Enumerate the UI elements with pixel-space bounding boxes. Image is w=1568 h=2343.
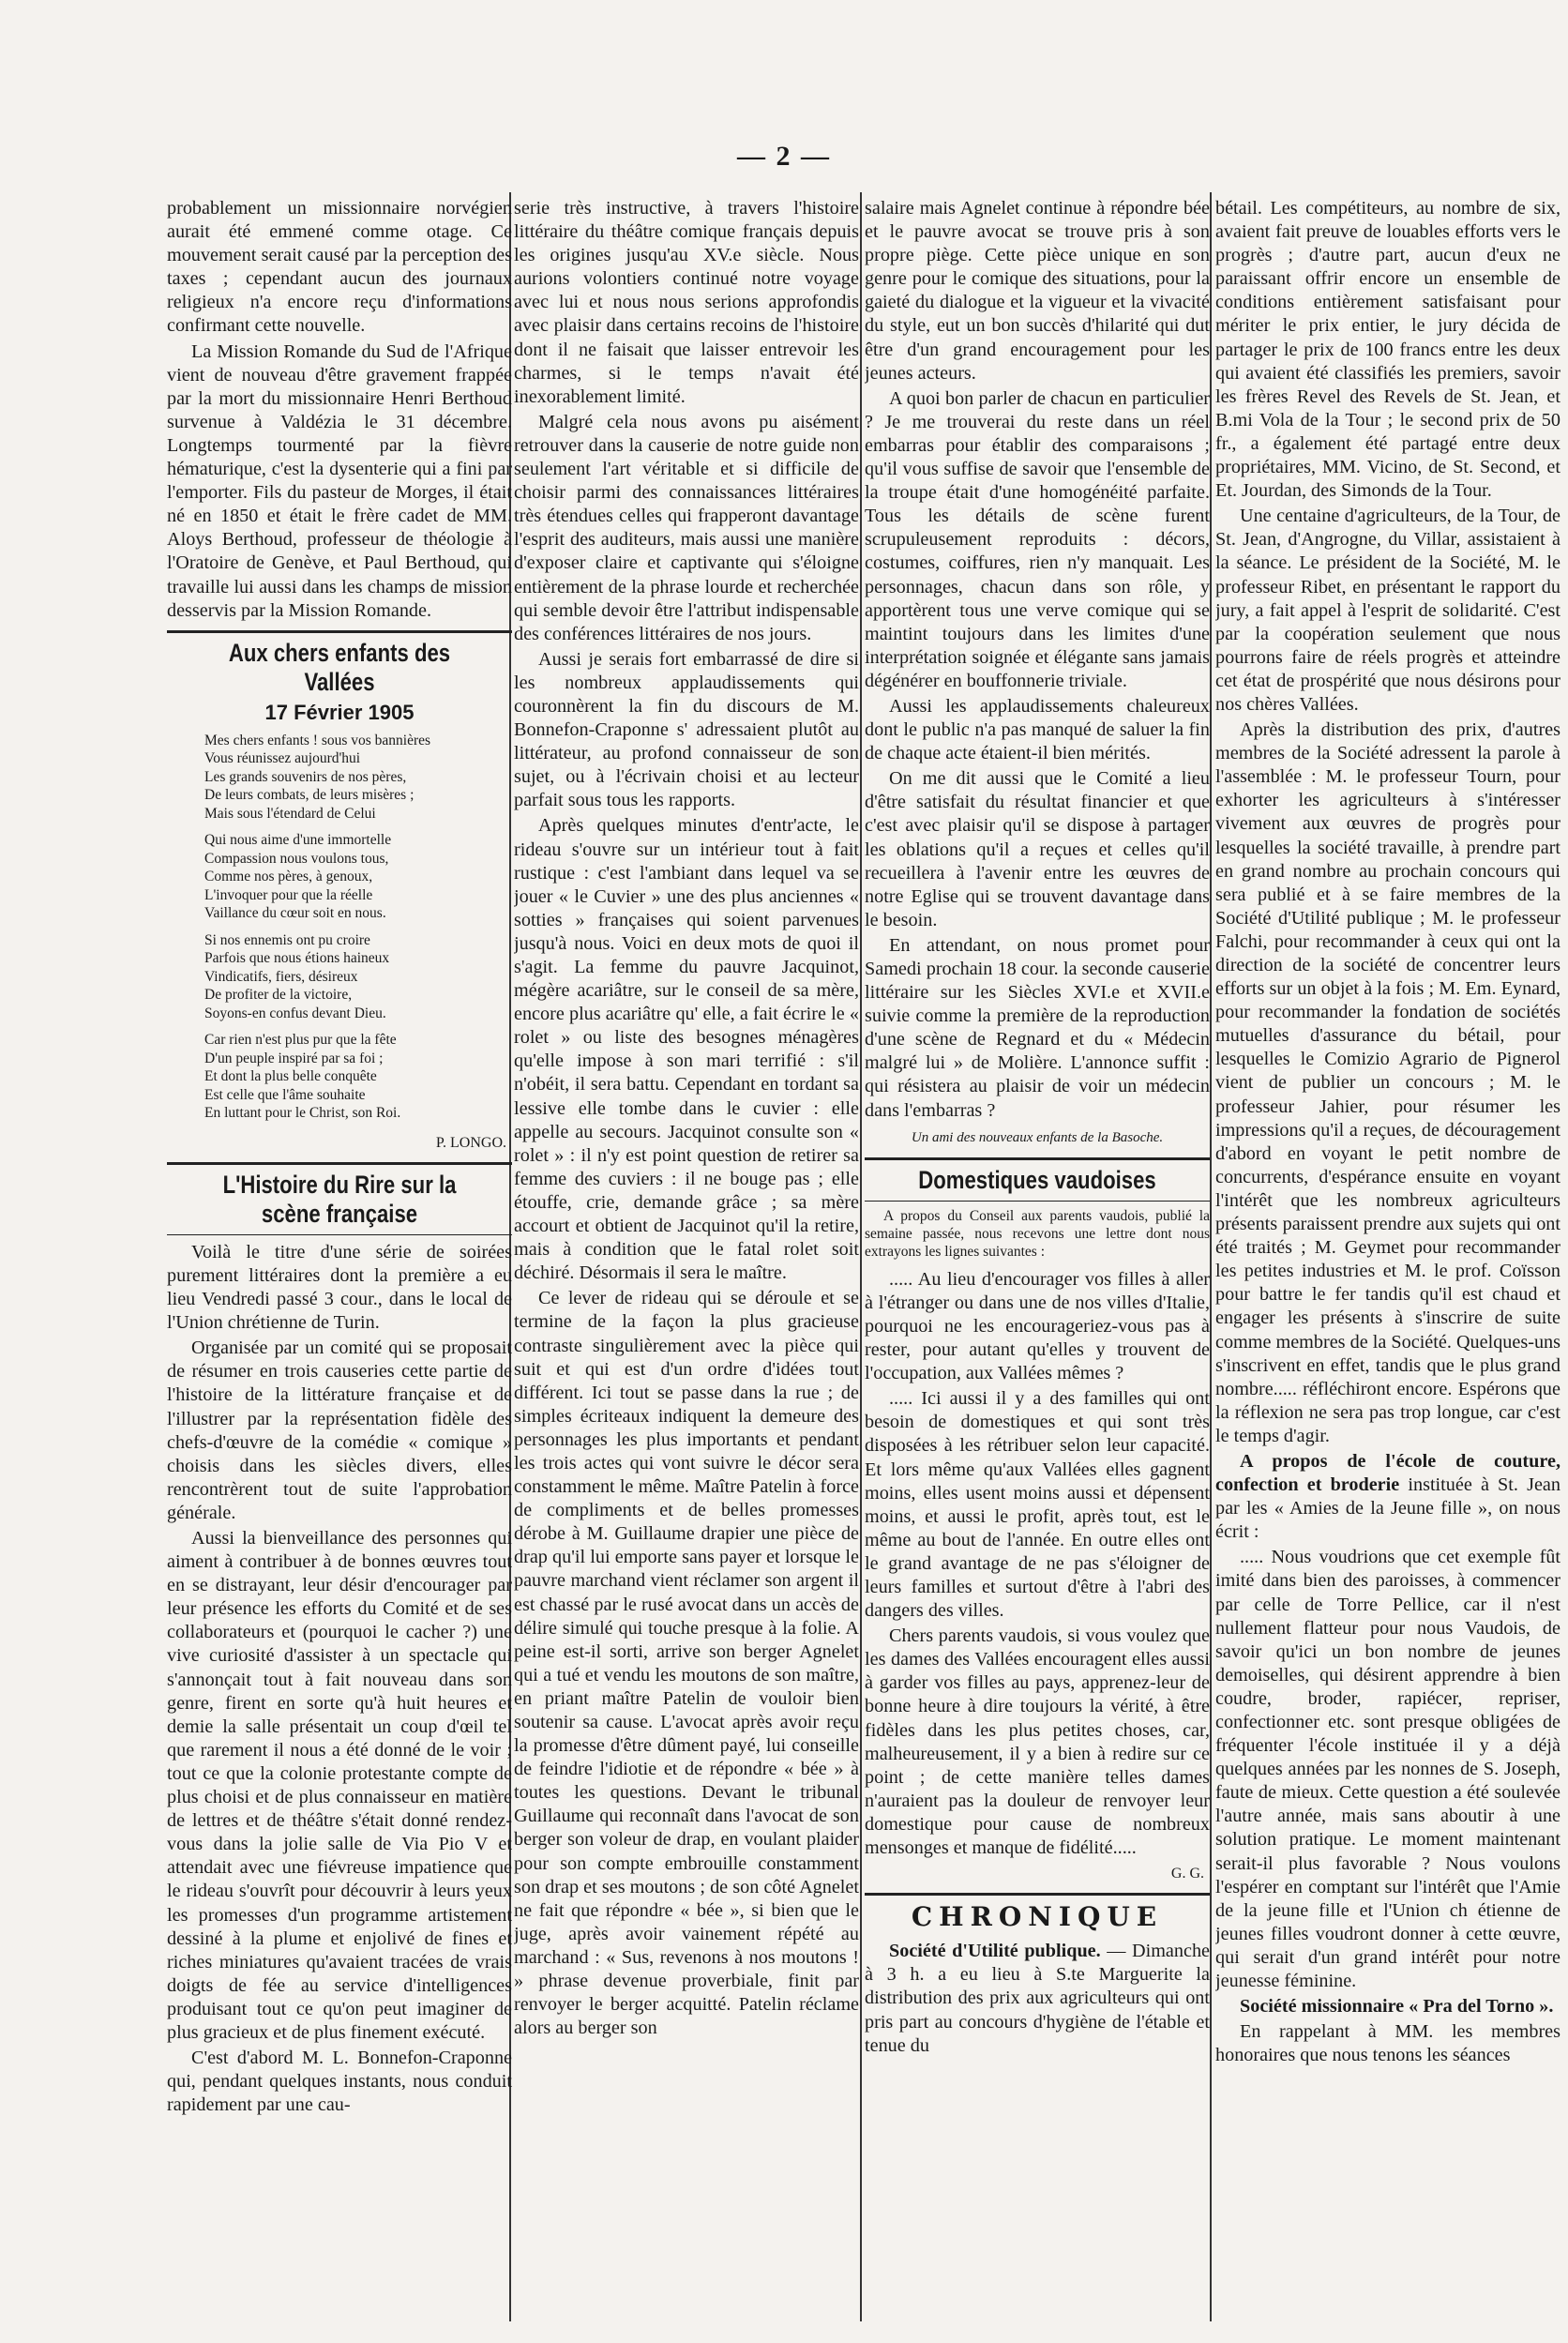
poem-line: Compassion nous voulons tous, — [204, 850, 389, 867]
paragraph — [1215, 1995, 1560, 2018]
paragraph: ..... Ici aussi il y a des familles qui ont besoin de domestiques et qui sont très disposées à les rétribuer selon leur capacité. Et lors même qu'aux Vallées elles gagnent moins, elles usent moins aussi et dépensent moins, et aussi le profit, après tout, est le même au bout de l'année. En outre elles ont le grand avantage de ne pas s'éloigner de leurs familles et surtout d'être à l'abri des dangers des villes. — [865, 1388, 1210, 1622]
poem-line: Vous réunissez aujourd'hui — [204, 750, 361, 767]
article-title: Domestiques vaudoises — [918, 1165, 1156, 1194]
poem-stanza — [204, 732, 512, 824]
poem-line: Vindicatifs, fiers, désireux — [204, 968, 358, 985]
poem — [204, 732, 512, 1123]
poem-line: Si nos ennemis ont pu croire — [204, 931, 370, 948]
poem-line: Comme nos pères, à genoux, — [204, 869, 373, 885]
paragraph — [1215, 1450, 1560, 1544]
poem-stanza — [204, 931, 512, 1023]
paragraph-text: instituée à St. Jean par les « Amies de la Jeune fille », on nous écrit : — [1215, 1474, 1560, 1543]
paragraph: Voilà le titre d'une série de soirées purement littéraires dont la première a eu lieu Vendredi passé 3 cour., dans le local de l'Union chrétienne de Turin. — [167, 1241, 512, 1334]
poem-line: De leurs combats, de leurs misères ; — [204, 787, 415, 804]
poem-line: L'invoquer pour que la réelle — [204, 886, 373, 903]
paragraph: Une centaine d'agriculteurs, de la Tour, de St. Jean, d'Angrogne, du Villar, assistaient à la séance. Le président de la Société, M. le professeur Ribet, en présentant le rapport du jury, a fait appel à l'esprit de solidarité. C'est par la coopération seulement que nous pourrons faire de réels progrès et atteindre cet état de prospérité que nous désirons pour nos chères Vallées. — [1215, 506, 1560, 715]
column-rule — [860, 192, 862, 2321]
paragraph: ..... Nous voudrions que cet exemple fût imité dans bien des paroisses, à commencer par celle de Torre Pellice, car il n'est nullement flatteur pour nous Vaudois, de savoir qu'ici un bon nombre de jeunes demoiselles, qui désirent apprendre à bien coudre, broder, rapiécer, repriser, confectionner etc. sont presque obligées de fréquenter l'école instituée il y a déjà quelques années par les nonnes de S. Joseph, faute de mieux. Cette question a été soulevée l'autre année, mais sans aboutir à une solution pratique. Le moment maintenant serait-il plus favorable ? Nous voulons l'espérer en comptant sur l'intérêt que l'Amie de la jeune fille et l'Union ch étienne de jeunes filles voudront donner à cette œuvre, qui serait d'un grand intérêt pour notre jeunesse féminine. — [1215, 1547, 1560, 1992]
divider — [167, 1234, 512, 1235]
poem-title: Aux chers enfants des Vallées — [228, 638, 451, 696]
poem-line: Vaillance du cœur soit en nous. — [204, 905, 386, 922]
divider — [865, 1201, 1210, 1202]
column-1 — [167, 197, 512, 2326]
article-signature: Un ami des nouveaux enfants de la Basoche. — [911, 1129, 1164, 1145]
paragraph — [865, 1940, 1210, 2057]
poem-line: Parfois que nous étions haineux — [204, 950, 390, 967]
paragraph: Organisée par un comité qui se proposait de résumer en trois causeries cette partie de l'histoire de la littérature française et de l'illustrer par la représentation fidèle des chefs-d'œuvre de la comédie « comique » choisis dans les siècles divers, elles rencontrèrent tout de suite l'approbation générale. — [167, 1338, 512, 1523]
article-intro: A propos du Conseil aux parents vaudois, publié la semaine passée, nous recevons une lettre dont nous extrayons les lignes suivantes : — [865, 1207, 1210, 1260]
paragraph: bétail. Les compétiteurs, au nombre de six, avaient fait preuve de louables efforts vers le progrès ; d'autre part, aucun d'eux ne paraissant offrir encore un ensemble de conditions entièrement satisfaisant pour mériter le prix entier, le jury décida de partager le prix de 100 francs entre les deux qui avaient été classifiés les premiers, savoir les frères Revel des Revels de St. Jean, et B.mi Vola de la Tour ; le second prix de 50 fr., a également été partagé entre deux propriétaires, MM. Vicino, de St. Second, et Et. Jourdan, des Simonds de la Tour. — [1215, 198, 1560, 502]
paragraph: Ce lever de rideau qui se déroule et se termine de la façon la plus gracieuse contraste singulièrement avec la pièce qui suit et qui est d'un ordre d'idées tout différent. Ici tout se passe dans la rue ; de simples écriteaux indiquent la demeure des personnages les plus importants et pendant les trois actes qui vont suivre le décor sera constamment le même. Maître Patelin à force de compliments et de belles promesses dérobe à M. Guillaume drapier une pièce de drap qu'il lui emporte sans payer et lorsque le pauvre marchand vient réclamer son argent il est chassé par le rusé avocat dans un accès de délire simulé qui touche presque à la folie. A peine est-il sorti, arrive son berger Agnelet qui a tué et vendu les moutons de son maître, en priant maître Patelin de vouloir bien soutenir sa cause. L'avocat après avoir reçu la promesse d'être dûment payé, lui conseille de feindre l'idiotie et de répondre « bée » à toutes les questions. Devant le tribunal Guillaume qui reconnaît dans l'avocat de son berger son voleur de drap, en voulant plaider pour son compte embrouille constamment son drap et ses moutons ; de son côté Agnelet ne fait que répondre « bée », si bien que le juge, après avoir vainement répété au marchand : « Sus, revenons à nos moutons ! » phrase devenue proverbiale, finit par renvoyer le berger acquitté. Patelin réclame alors au berger son — [514, 1288, 859, 2039]
column-4 — [1215, 197, 1560, 2326]
poem-line: D'un peuple inspiré par sa foi ; — [204, 1050, 384, 1066]
poem-line: De profiter de la victoire, — [204, 987, 353, 1004]
paragraph: En attendant, on nous promet pour Samedi prochain 18 cour. la seconde causerie littéraire sur les Siècles XVI.e et XVII.e suivie comme la première de la reproduction d'une scène de Regnard et du « Médecin malgré lui » de Molière. L'annonce suffit : qui résistera au plaisir de voir un médecin dans l'embarras ? — [865, 934, 1210, 1121]
paragraph-text: — Dimanche à 3 h. a eu lieu à S.te Marguerite la distribution des prix aux agriculteurs qui ont pris part au concours d'hygiène de l'étable et tenue du — [865, 1941, 1210, 2056]
poem-date: 17 Février 1905 — [264, 700, 415, 724]
paragraph: Aussi les applaudissements chaleureux dont le public n'a pas manqué de saluer la fin de chaque acte étaient-il bien mérités. — [865, 695, 1210, 764]
paragraph: La Mission Romande du Sud de l'Afrique vient de nouveau d'être gravement frappée par la mort du missionnaire Henri Berthoud survenue à Valdézia le 31 décembre. Longtemps tourmenté par la fièvre hématurique, c'est la dysenterie qui a fini par l'emporter. Fils du pasteur de Morges, il était né en 1850 et était le frère cadet de MM. Aloys Berthoud, professeur de théologie à l'Oratoire de Genève, et Paul Berthoud, qui travaille lui aussi dans les champs de mission desservis par la Mission Romande. — [167, 340, 512, 621]
divider — [865, 1893, 1210, 1896]
poem-signature: P. LONGO. — [435, 1134, 506, 1151]
poem-stanza — [204, 831, 512, 923]
column-2 — [514, 197, 859, 2326]
paragraph: serie très instructive, à travers l'histoire littéraire du théâtre comique français depuis les origines jusqu'au XV.e siècle. Nous aurions volontiers continué notre voyage avec lui et nous nous serions approfondis avec plaisir dans certains recoins de l'histoire dont il ne faisait que laisser entrevoir les charmes, si le temps n'avait été inexorablement limité. — [514, 198, 859, 407]
article-title: L'Histoire du Rire sur la scène française — [222, 1170, 457, 1228]
paragraph: Chers parents vaudois, si vous voulez que les dames des Vallées encouragent elles aussi à garder vos filles au pays, apprenez-leur de bonne heure à dire toujours la vérité, à être fidèles dans les plus petites choses, car, malheureusement, il y a bien à redire sur ce point ; de cette manière telles dames n'auraient pas la douleur de renvoyer leur domestique pour cause de nombreux mensonges et manque de fidélité..... — [865, 1625, 1210, 1858]
section-title: CHRONIQUE — [911, 1901, 1164, 1933]
divider — [167, 1162, 512, 1165]
paragraph: On me dit aussi que le Comité a lieu d'être satisfait du résultat financier et que c'est avec plaisir qu'il se dispose à partager les oblations qu'il a reçues et celles qu'il recueillera à l'avenir entre les œuvres de notre Eglise qui se trouvent davantage dans le besoin. — [865, 768, 1210, 930]
page-number: — 2 — — [737, 141, 831, 172]
column-rule — [1210, 192, 1212, 2321]
paragraph: C'est d'abord M. L. Bonnefon-Craponne qui, pendant quelques instants, nous conduit rapidement par une cau- — [167, 2048, 512, 2116]
article-signature: G. G. — [1170, 1866, 1204, 1882]
paragraph: Malgré cela nous avons pu aisément retrouver dans la causerie de notre guide non seulement l'art véritable et si difficile de choisir parmi des connaissances littéraires très étendues celles qui frapperont davantage l'esprit des auditeurs, mais aussi une manière d'exposer claire et captivante qui s'éloigne entièrement de la phrase lourde et recherchée qui semble devoir être l'attribut indispensable des conférences littéraires de nos jours. — [514, 411, 859, 644]
divider — [167, 630, 512, 633]
paragraph: A quoi bon parler de chacun en particulier ? Je me trouverai du reste dans un réel embarras pour établir des comparaisons ; qu'il vous suffise de savoir que l'ensemble de la troupe était d'une homogénéité parfaite. Tous les détails de scène furent scrupuleusement reproduits : décors, costumes, coiffures, rien n'y manquait. Les personnages, chacun dans son rôle, y apportèrent tous une verve comique qui se maintint toujours dans les limites d'une interprétation soignée et élégante sans jamais dégénérer en bouffonnerie triviale. — [865, 387, 1210, 691]
paragraph: En rappelant à MM. les membres honoraires que nous tenons les séances — [1215, 2021, 1560, 2066]
paragraph: probablement un missionnaire norvégien aurait été emmené comme otage. Ce mouvement serait causé par la perception des taxes ; cependant aucun des journaux religieux n'a encore reçu d'informations confirmant cette nouvelle. — [167, 198, 512, 337]
poem-line: Car rien n'est plus pur que la fête — [204, 1032, 397, 1049]
poem-line: En luttant pour le Christ, son Roi. — [204, 1105, 401, 1122]
paragraph: salaire mais Agnelet continue à répondre bée et le pauvre avocat se trouve pris à son propre piège. Cette pièce unique en son genre pour le comique des situations, pour la gaieté du dialogue et la vigueur et la vivacité du style, eut un bon succès d'hilarité qui dut être d'un grand encouragement pour les jeunes acteurs. — [865, 198, 1210, 384]
poem-line: Qui nous aime d'une immortelle — [204, 832, 392, 849]
poem-line: Mes chers enfants ! sous vos bannières — [204, 732, 431, 748]
run-in-heading: A propos de l'école de couture, confection et broderie — [1215, 1450, 1560, 1496]
poem-line: Soyons-en confus devant Dieu. — [204, 1005, 386, 1021]
run-in-heading: Société missionnaire « Pra del Torno ». — [1240, 1996, 1554, 2018]
paragraph: Aussi je serais fort embarrassé de dire si les nombreux applaudissements qui couronnèrent la fin du discours de M. Bonnefon-Craponne s' adressaient plutôt au littérateur, au profond connaisseur de son sujet, ou à l'écrivain choisi et au lecteur parfait sous tous les rapports. — [514, 648, 859, 811]
run-in-heading: Société d'Utilité publique. — [889, 1941, 1101, 1962]
paragraph: ..... Au lieu d'encourager vos filles à aller à l'étranger ou dans une de nos villes d'Italie, pourquoi ne les encourageriez-vous pas à rester, pour autant qu'elles y trouvent de l'occupation, aux Vallées mêmes ? — [865, 1268, 1210, 1384]
poem-line: Mais sous l'étendard de Celui — [204, 805, 376, 822]
paragraph: Après quelques minutes d'entr'acte, le rideau s'ouvre sur un intérieur tout à fait rustique : c'est l'ambiant dans lequel va se jouer « le Cuvier » une des plus anciennes « sotties » françaises qui soient parvenues jusqu'à nous. Voici en deux mots de quoi il s'agit. La femme du pauvre Jacquinot, mégère acariâtre, sur le conseil de sa mère, encore plus acariâtre qu' elle, a fait écrire le « rolet » ou liste des besognes ménagères qu'elle impose à son mari terrifié : s'il n'obéit, il sera battu. Cependant en tordant sa lessive elle tombe dans le cuvier : elle appelle au secours. Jacquinot consulte son « rolet » : il n'y est point question de retirer sa femme des cuviers : il ne bouge pas ; elle étouffe, crie, demande grâce ; sa mère accourt et obtient de Jacquinot qu'il la retire, mais à condition que le fatal rolet soit déchiré. Désormais il sera le maître. — [514, 815, 859, 1284]
column-3 — [865, 197, 1210, 2326]
poem-line: Est celle que l'âme souhaite — [204, 1086, 366, 1103]
poem-line: Et dont la plus belle conquête — [204, 1068, 377, 1085]
paragraph: Après la distribution des prix, d'autres membres de la Société adressent la parole à l'assemblée : M. le professeur Tourn, pour exhorter les agriculteurs à s'intéresser vivement aux œuvres de progrès pour lesquelles la société travaille, à prendre part en grand nombre au prochain concours qui sera publié et à se faire membres de la Société d'Utilité publique ; M. le professeur Falchi, pour recommander à ceux qui ont la direction de la société de concentrer leurs efforts sur un objet à la fois ; M. Em. Eynard, pour recommander la fondation de sociétés mutuelles d'assurance du bétail, pour lesquelles le Comizio Agrario de Pignerol vient de publier un concours ; M. le professeur Jahier, pour résumer les impressions qu'il a reçues, de découragement d'abord en voyant le petit nombre de concurrents, d'espérance ensuite en voyant l'intérêt que les nombreux agriculteurs présents paraissent prendre aux sujets qui ont été traités ; M. Geymet pour recommander les petites industries et M. le prof. Coïsson pour battre le fer tandis qu'il est chaud et engager les présents à s'inscrire de suite comme membres de la Société. Quelques-uns s'inscrivent en effet, tandis que le plus grand nombre..... réfléchiront encore. Espérons que la réflexion ne sera pas trop longue, car c'est le temps d'agir. — [1215, 719, 1560, 1446]
poem-stanza — [204, 1031, 512, 1123]
poem-line: Les grands souvenirs de nos pères, — [204, 768, 407, 785]
divider — [865, 1157, 1210, 1160]
paragraph: Aussi la bienveillance des personnes qui aiment à contribuer à de bonnes œuvres tout en se distrayant, leur désir d'encourager par leur présence les efforts du Comité et de ses collaborateurs et (pourquoi le cacher ?) une vive curiosité d'assister à un spectacle qui s'annonçait tout à fait nouveau dans son genre, firent en sorte qu'à huit heures et demie la salle présentait un coup d'œil tel que rarement il nous a été donné de le voir ; tout ce que la colonie protestante compte de plus choisi et de plus connaisseur en matière de lettres et de théâtre s'était donné rendez-vous dans la jolie salle de Via Pio V et attendait avec une fiévreuse impatience que le rideau s'ouvrît pour découvrir à leurs yeux les promesses d'un programme artistement dessiné à la plume et enjolivé de fines et riches miniatures qu'avaient tracées de vrais doigts de fée au service d'intelligences produisant tout ce qu'on peut imaginer de plus gracieux et de plus finement exécuté. — [167, 1528, 512, 2043]
